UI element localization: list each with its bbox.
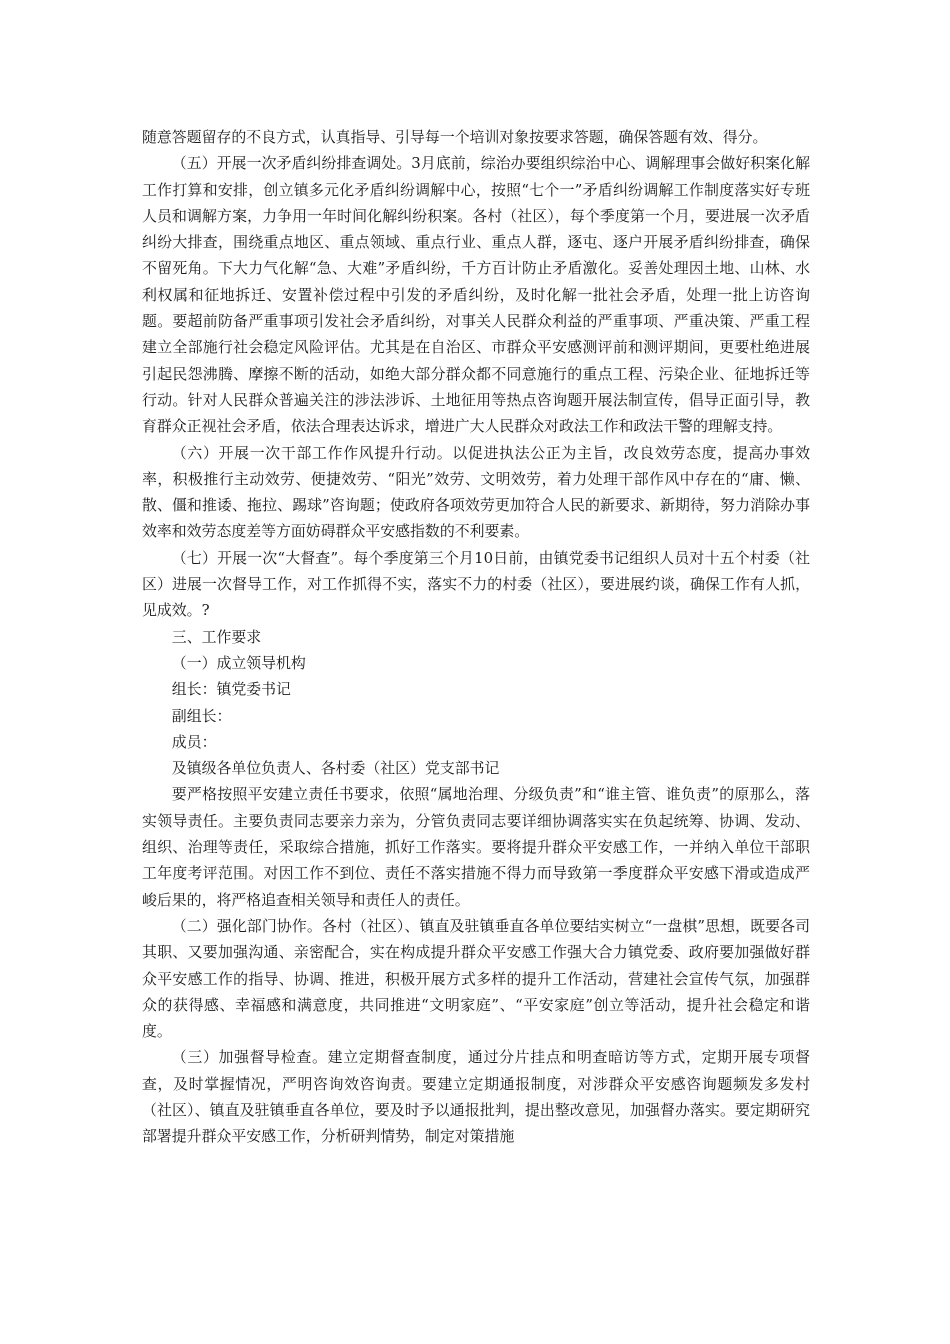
paragraph-conflict-mediation: （五）开展一次矛盾纠纷排查调处。3月底前，综治办要组织综治中心、调解理事会做好积案化解工作打算和安排，创立镇多元化矛盾纠纷调解中心，按照“七个一”矛盾纠纷调解工作制度落实好专班人员和调解方案，力争用一年时间化解纠纷积案。各村（社区），每个季度第一个月，要进展一次矛盾纠纷大排查，围绕重点地区、重点领域、重点行业、重点人群，逐屯、逐户开展矛盾纠纷排查，确保不留死角。下大力气化解“急、大难”矛盾纠纷，千方百计防止矛盾激化。妥善处理因土地、山林、水利权属和征地拆迁、安置补偿过程中引发的矛盾纠纷，及时化解一批社会矛盾，处理一批上访咨询题。要超前防备严重事项引发社会矛盾纠纷，对事关人民群众利益的严重事项、严重决策、严重工程建立全部施行社会稳定风险评估。尤其是在自治区、市群众平安感测评前和测评期间，更要杜绝进展引起民怨沸腾、摩擦不断的活动，如绝大部分群众都不同意施行的重点工程、污染企业、征地拆迁等行动。针对人民群众普遍关注的涉法涉诉、土地征用等热点咨询题开展法制宣传，倡导正面引导，教育群众正视社会矛盾，依法合理表达诉求，增进广大人民群众对政法工作和政法干警的理解支持。 <box>142 154 810 436</box>
subheading-leadership: （一）成立领导机构 <box>171 653 306 672</box>
document-page <box>142 124 810 1150</box>
paragraph-coordination: （二）强化部门协作。各村（社区）、镇直及驻镇垂直各单位要结实树立“一盘棋”思想，既要各司其职、又要加强沟通、亲密配合，实在构成提升群众平安感工作强大合力镇党委、政府要加强做好群众平安感工作的指导、协调、推进，积极开展方式多样的提升工作活动，营建社会宣传气氛，加强群众的获得感、幸福感和满意度，共同推进“文明家庭”、“平安家庭”创立等活动，提升社会稳定和谐度。 <box>142 916 810 1041</box>
members-detail-line: 及镇级各单位负责人、各村委（社区）党支部书记 <box>171 759 500 778</box>
paragraph-responsibility: 要严格按照平安建立责任书要求，依照“属地治理、分级负责”和“谁主管、谁负责”的原那么，落实领导责任。主要负责同志要亲力亲为，分管负责同志要详细协调落实实在负起统筹、协调、发动、组织、治理等责任，采取综合措施，抓好工作落实。要将提升群众平安感工作，一并纳入单位干部职工年度考评范围。对因工作不到位、责任不落实措施不得力而导致第一季度群众平安感下滑或造成严峻后果的，将严格追查相关领导和责任人的责任。 <box>142 785 810 909</box>
section-heading-requirements: 三、工作要求 <box>171 627 262 646</box>
paragraph-cadre-style: （六）开展一次干部工作作风提升行动。以促进执法公正为主旨，改良效劳态度，提高办事效率，积极推行主动效劳、便捷效劳、“阳光”效劳、文明效劳，着力处理干部作风中存在的“庸、懒、散、僵和推诿、拖拉、踢球”咨询题；使政府各项效劳更加符合人民的新要求、新期待，努力消除办事效率和效劳态度差等方面妨碍群众平安感指数的不利要素。 <box>142 443 810 541</box>
paragraph-supervision: （三）加强督导检查。建立定期督查制度，通过分片挂点和明查暗访等方式，定期开展专项督查，及时掌握情况，严明咨询效咨询责。要建立定期通报制度，对涉群众平安感咨询题频发多发村（社区）、镇直及驻镇垂直各单位，要及时予以通报批判，提出整改意见，加强督办落实。要定期研究部署提升群众平安感工作，分析研判情势，制定对策措施 <box>142 1048 810 1146</box>
paragraph-continuation: 随意答题留存的不良方式，认真指导、引导每一个培训对象按要求答题，确保答题有效、得分。 <box>142 128 768 146</box>
deputy-leader-line: 副组长： <box>171 706 232 725</box>
members-line: 成员： <box>171 732 217 751</box>
paragraph-inspection: （七）开展一次“大督查”。每个季度第三个月10日前，由镇党委书记组织人员对十五个村委（社区）进展一次督导工作，对工作抓得不实，落实不力的村委（社区），要进展约谈，确保工作有人抓，见成效。? <box>142 548 810 620</box>
leader-line: 组长：镇党委书记 <box>171 680 291 699</box>
